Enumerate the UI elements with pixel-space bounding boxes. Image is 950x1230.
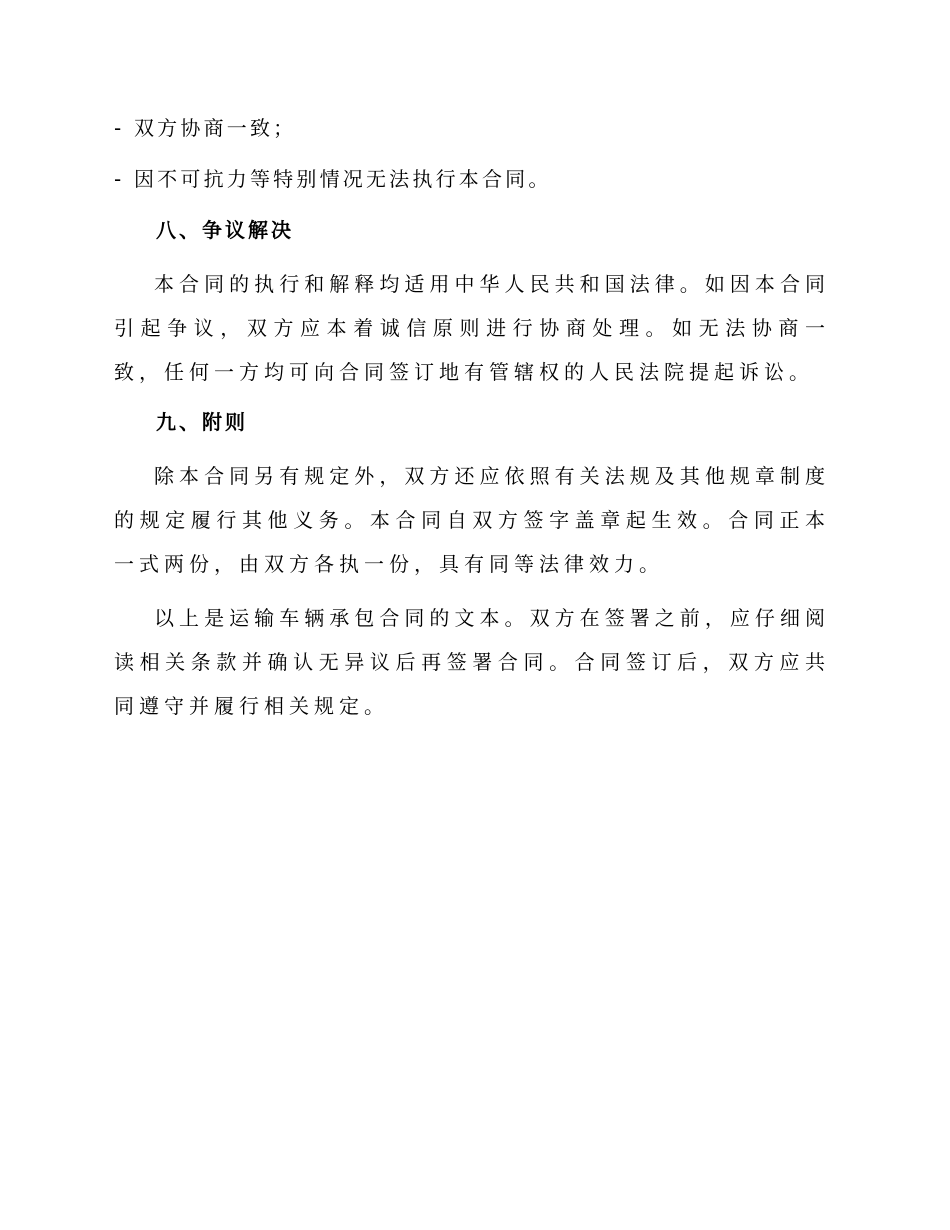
paragraph-supplementary-provisions: 除本合同另有规定外，双方还应依照有关法规及其他规章制度的规定履行其他义务。本合同自双方签字盖章起生效。合同正本一式两份，由双方各执一份，具有同等法律效力。 bbox=[114, 464, 830, 576]
document-page bbox=[114, 110, 830, 738]
section-heading-dispute-resolution: 八、争议解决 bbox=[156, 218, 294, 242]
section-heading-supplementary-provisions: 九、附则 bbox=[156, 410, 248, 434]
list-item: - 双方协商一致； bbox=[114, 116, 297, 140]
paragraph-closing-note: 以上是运输车辆承包合同的文本。双方在签署之前，应仔细阅读相关条款并确认无异议后再签署合同。合同签订后，双方应共同遵守并履行相关规定。 bbox=[114, 606, 830, 718]
paragraph-dispute-resolution: 本合同的执行和解释均适用中华人民共和国法律。如因本合同引起争议，双方应本着诚信原则进行协商处理。如无法协商一致，任何一方均可向合同签订地有管辖权的人民法院提起诉讼。 bbox=[114, 272, 830, 384]
list-item: - 因不可抗力等特别情况无法执行本合同。 bbox=[114, 167, 552, 191]
